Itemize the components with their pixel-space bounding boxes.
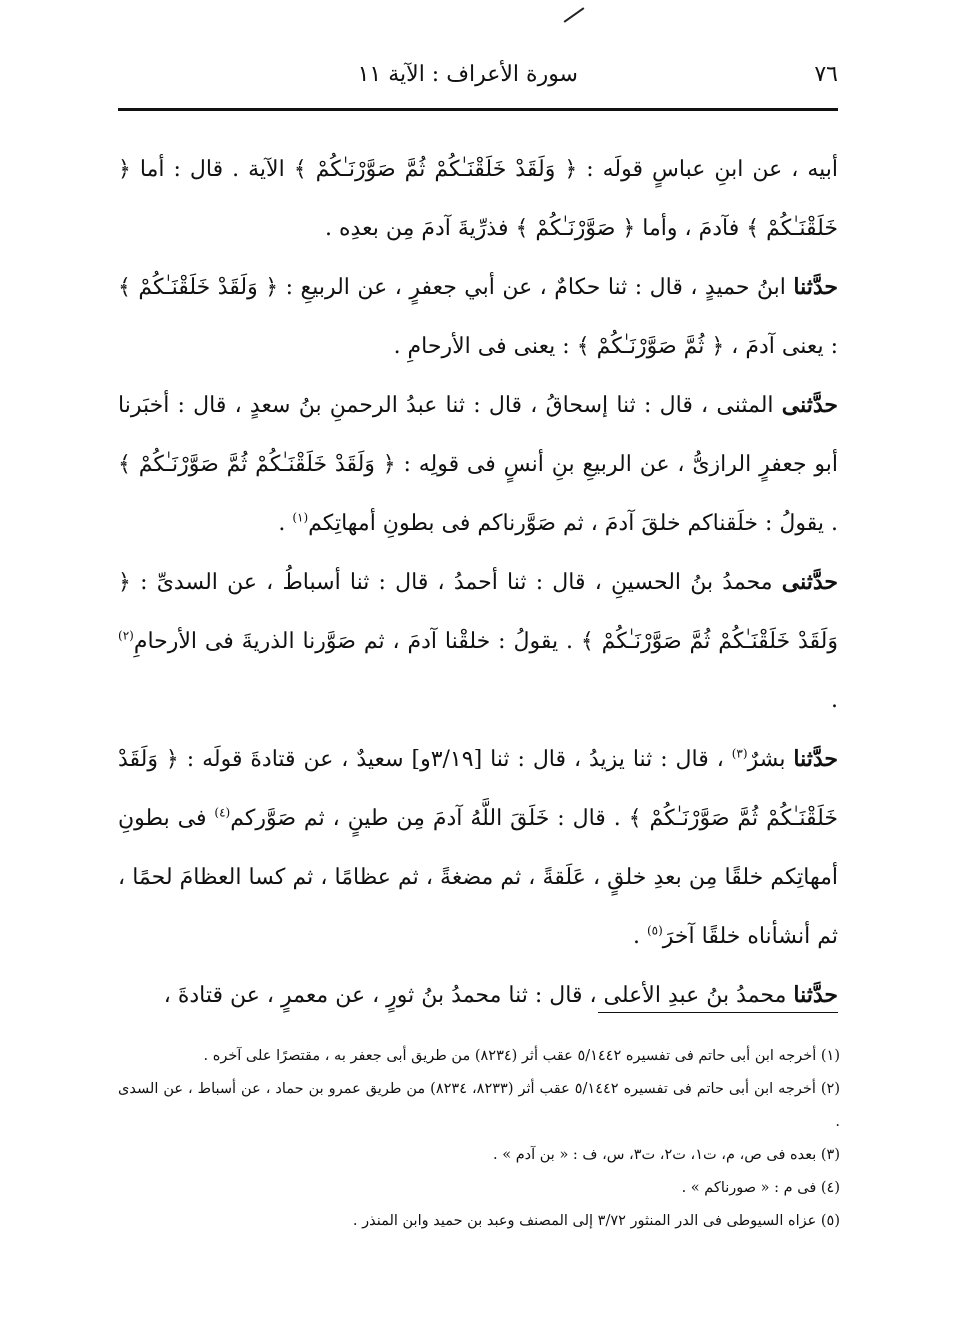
paragraph-end: .: [831, 688, 838, 713]
narration-lead: حدَّثنا: [793, 274, 838, 300]
paragraph-text: المثنى ، قال : ثنا إسحاقُ ، قال : ثنا عبدُ الرحمنِ بنُ سعدٍ ، قال : أخبَرنا أبو جعفرٍ الرازىُّ ، عن الربيعِ بنِ أنسٍ فى قولِه : ﴿ وَلَقَدْ خَلَقْنَـٰكُمْ ثُمَّ صَوَّرْنَـٰكُمْ ﴾ . يقولُ : خلَقناكم خلقَ آدمَ ، ثم صَوَّرناكم فى بطونِ أمهاتِكم: [118, 393, 838, 536]
footnote-3: (٣) بعده فى ص، م، ت١، ت٢، ت٣، س، ف : « بن آدم » .: [493, 1147, 840, 1163]
footnote-separator: [598, 1012, 838, 1013]
footnote-ref: (٢): [118, 628, 134, 643]
paragraph-text: محمدُ بنُ الحسينِ ، قال : ثنا أحمدُ ، قال : ثنا أسباطُ ، عن السدىِّ : ﴿ وَلَقَدْ خَلَقْنَـٰكُمْ ثُمَّ صَوَّرْنَـٰكُمْ ﴾ . يقولُ : خلقْنا آدمَ ، ثم صَوَّرنا الذريةَ فى الأرحامِ: [118, 570, 838, 654]
narration-lead: حدَّثنى: [781, 392, 838, 418]
margin-mark: [564, 7, 585, 22]
paragraph-2: [118, 258, 838, 376]
footnote-ref: (٥): [646, 923, 663, 938]
paragraph-3: [118, 376, 838, 553]
paragraph-text: محمدُ بنُ عبدِ الأعلى ، قال : ثنا محمدُ بنُ ثورٍ ، عن معمرٍ ، عن قتادةَ ،: [163, 983, 787, 1008]
paragraph-text: بشرٌ: [747, 747, 786, 772]
paragraph-5: [118, 730, 838, 966]
paragraph-text: ، قال : ثنا يزيدُ ، قال : ثنا [٣/١٩و] سعيدٌ ، عن قتادةَ قولَه : ﴿ وَلَقَدْ خَلَقْنَـٰكُمْ ثُمَّ صَوَّرْنَـٰكُمْ ﴾ . قال : خَلَقَ اللَّهُ آدمَ مِن طينٍ ، ثم صَوَّركم: [118, 747, 838, 831]
narration-lead: حدَّثنى: [781, 569, 838, 595]
footnote-ref: (٣): [731, 746, 748, 761]
narration-lead: حدَّثنا: [793, 746, 839, 772]
running-title: سورة الأعراف : الآية ١١: [357, 62, 578, 87]
footnote-ref: (١): [292, 510, 309, 525]
footnotes: [118, 1040, 840, 1238]
page-header: [118, 62, 838, 102]
footnote-ref: (٤): [214, 805, 231, 820]
paragraph-6: [118, 966, 838, 1025]
paragraph-text: فى بطونِ أمهاتِكم خلقًا مِن بعدِ خلقٍ ، عَلَقةً ، ثم مضغةً ، ثم عظامًا ، ثم كسا العظامَ لحمًا ، ثم أنشأناه خلقًا آخرَ: [118, 806, 838, 949]
page-number: ٧٦: [814, 62, 838, 87]
footnote-1: (١) أخرجه ابن أبى حاتم فى تفسيره ٥/١٤٤٢ عقب أثر (٨٢٣٤) من طريق أبى جعفر به ، مقتصرًا على آخره .: [203, 1048, 840, 1064]
footnote-5: (٥) عزاه السيوطى فى الدر المنثور ٣/٧٢ إلى المصنف وعبد بن حميد وابن المنذر .: [352, 1213, 840, 1229]
header-rule: [118, 108, 838, 111]
narration-lead: حدَّثنا: [793, 982, 838, 1008]
main-text: [118, 140, 838, 1025]
paragraph-text: أبيه ، عن ابنِ عباسٍ قولَه : ﴿ وَلَقَدْ خَلَقْنَـٰكُمْ ثُمَّ صَوَّرْنَـٰكُمْ ﴾ الآية . قال : أما ﴿ خَلَقْنَـٰكُمْ ﴾ فآدمَ ، وأما ﴿ صَوَّرْنَـٰكُمْ ﴾ فذرِّيةَ آدمَ مِن بعدِه .: [118, 157, 838, 241]
footnote-2: (٢) أخرجه ابن أبى حاتم فى تفسيره ٥/١٤٤٢ عقب أثر (٨٢٣٣، ٨٢٣٤) من طريق عمرو بن حماد ، عن أسباط ، عن السدى .: [118, 1081, 840, 1130]
paragraph-4: [118, 553, 838, 730]
paragraph-end: .: [632, 924, 647, 949]
footnote-4: (٤) فى م : « صورناكم » .: [681, 1180, 840, 1196]
paragraph-end: .: [278, 511, 293, 536]
paragraph-text: ابنُ حميدٍ ، قال : ثنا حكامٌ ، عن أبي جعفرٍ ، عن الربيعِ : ﴿ وَلَقَدْ خَلَقْنَـٰكُمْ ﴾ : يعنى آدمَ ، ﴿ ثُمَّ صَوَّرْنَـٰكُمْ ﴾ : يعنى فى الأرحامِ .: [118, 275, 838, 359]
paragraph-1: [118, 140, 838, 258]
